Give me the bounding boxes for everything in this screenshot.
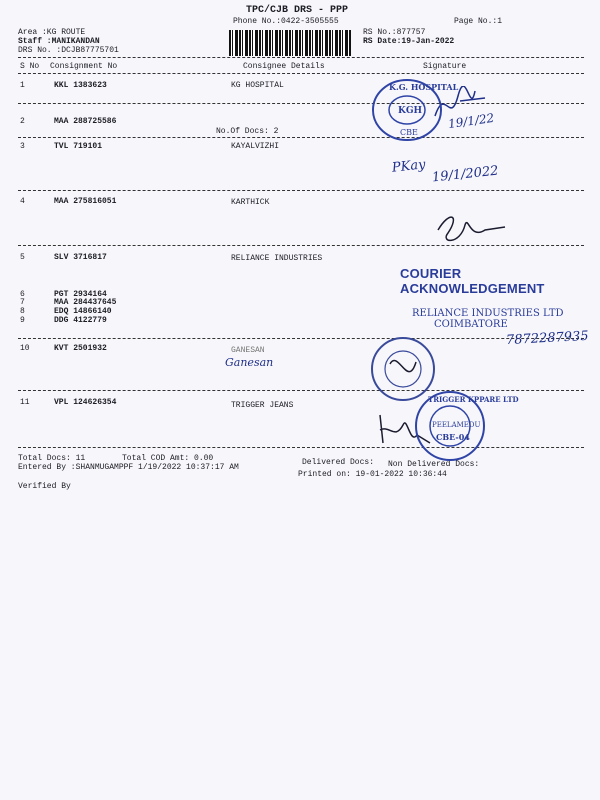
row-consignment: MAA 284437645: [54, 298, 117, 307]
drs-number: DRS No. :DCJB87775701: [18, 46, 119, 55]
stamp-text: CBE: [400, 128, 418, 137]
row-consignee: KAYALVIZHI: [231, 142, 280, 151]
row-sno: 5: [20, 253, 25, 262]
entered-by: Entered By :SHANMUGAMPPF 1/19/2022 10:37:17 AM: [18, 463, 239, 472]
staff-field: Staff :MANIKANDAN: [18, 37, 100, 46]
divider: [18, 73, 584, 74]
row-consignee: TRIGGER JEANS: [231, 401, 294, 410]
row-consignment: EDQ 14866140: [54, 307, 112, 316]
delivered-docs: Delivered Docs:: [302, 458, 375, 467]
row-consignment: MAA 275816051: [54, 197, 117, 206]
row-consignee: KARTHICK: [231, 198, 270, 207]
verified-by: Verified By: [18, 482, 71, 491]
rs-date: RS Date:19-Jan-2022: [363, 37, 455, 46]
row-consignment: PGT 2934164: [54, 290, 107, 299]
row-consignee: GANESAN: [231, 346, 265, 355]
row-consignment: VPL 124626354: [54, 398, 117, 407]
divider: [18, 137, 584, 138]
reliance-stamp-line2: COIMBATORE: [434, 319, 508, 330]
stamp-text: KGH: [398, 106, 423, 116]
row-consignee: KG HOSPITAL: [231, 81, 284, 90]
handwritten-date: 19/1/22: [447, 110, 496, 132]
col-signature: Signature: [423, 62, 467, 71]
divider: [18, 190, 584, 191]
signature-graphic: [430, 205, 510, 250]
row-consignment: MAA 288725586: [54, 117, 117, 126]
printed-on: Printed on: 19-01-2022 10:36:44: [298, 470, 447, 479]
phone-number: Phone No.:0422-3505555: [233, 17, 339, 26]
non-delivered-docs: Non Delivered Docs:: [388, 460, 480, 469]
rs-number: RS No.:877757: [363, 28, 426, 37]
row-sno: 4: [20, 197, 25, 206]
handwritten-phone: 7872287935: [505, 328, 590, 349]
area-field: Area :KG ROUTE: [18, 28, 86, 37]
row-consignment: KKL 1383623: [54, 81, 107, 90]
row-sno: 9: [20, 316, 25, 325]
divider: [18, 447, 584, 448]
total-cod: Total COD Amt: 0.00: [122, 454, 214, 463]
row-sno: 2: [20, 117, 25, 126]
col-consignee: Consignee Details: [243, 62, 325, 71]
row-sno: 7: [20, 298, 25, 307]
divider: [18, 103, 584, 104]
stamp-text: TRIGGER KPPARE LTD: [428, 395, 519, 404]
divider: [18, 338, 584, 339]
row-sno: 1: [20, 81, 25, 90]
handwritten-name: PKay: [391, 157, 427, 176]
row-consignment: SLV 3716817: [54, 253, 107, 262]
row-consignment: TVL 719101: [54, 142, 103, 151]
row-sno: 10: [20, 344, 30, 353]
stamp-text: K.G. HOSPITAL: [389, 82, 459, 92]
reliance-stamp-line1: RELIANCE INDUSTRIES LTD: [412, 308, 564, 319]
col-consignment: Consignment No: [50, 62, 118, 71]
row-consignee: No.Of Docs: 2: [216, 127, 279, 136]
row-consignee: RELIANCE INDUSTRIES: [231, 254, 323, 263]
barcode: [229, 30, 351, 56]
stamp-text: PEELAMEDU: [432, 421, 481, 429]
row-consignment: KVT 2501932: [54, 344, 107, 353]
stamp-text: CBE-04: [436, 432, 470, 442]
document-title: TPC/CJB DRS - PPP: [246, 5, 349, 16]
handwritten-name: Ganesan: [225, 356, 274, 369]
divider: [18, 390, 584, 391]
row-sno: 3: [20, 142, 25, 151]
row-sno: 6: [20, 290, 25, 299]
row-sno: 8: [20, 307, 25, 316]
total-docs: Total Docs: 11: [18, 454, 86, 463]
row-sno: 11: [20, 398, 30, 407]
divider: [18, 57, 584, 58]
handwritten-date: 19/1/2022: [431, 163, 500, 186]
acknowledgement-stamp-title: COURIER ACKNOWLEDGEMENT: [400, 266, 545, 296]
page-number: Page No.:1: [454, 17, 503, 26]
row-consignment: DDG 4122779: [54, 316, 107, 325]
col-sno: S No: [20, 62, 40, 71]
